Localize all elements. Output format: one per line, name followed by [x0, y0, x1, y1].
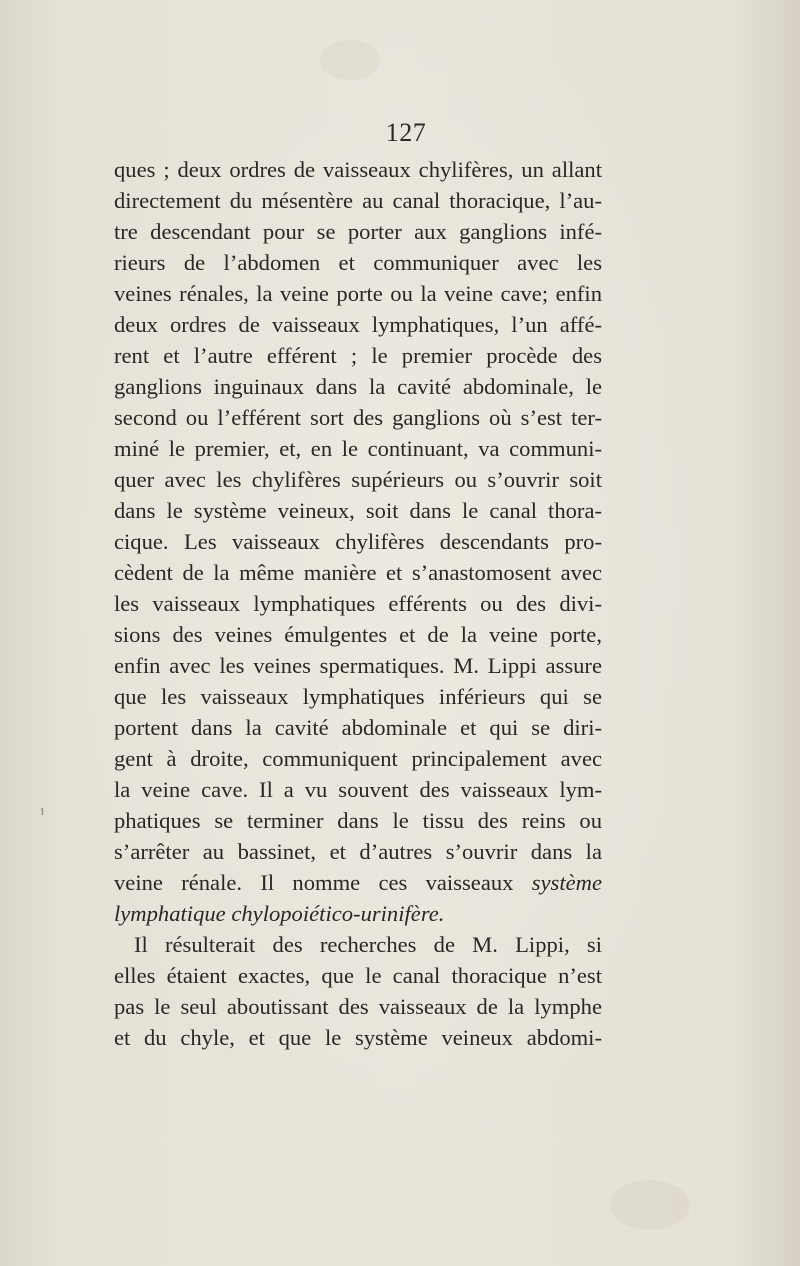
text-line	[114, 402, 602, 433]
text-line	[114, 185, 602, 216]
text-line-content: directement du mésentère au canal thoracique, l’au-	[114, 188, 602, 213]
text-line-content: cèdent de la même manière et s’anastomosent avec	[114, 560, 602, 585]
text-line-content: gent à droite, communiquent principalement avec	[114, 746, 602, 771]
text-line-content: et du chyle, et que le système veineux abdomi-	[114, 1025, 602, 1050]
text-line	[114, 743, 602, 774]
text-line-content: veine rénale. Il nomme ces vaisseaux	[114, 870, 514, 895]
text-line	[114, 495, 602, 526]
text-line	[114, 619, 602, 650]
text-line-content: que les vaisseaux lymphatiques inférieurs qui se	[114, 684, 602, 709]
text-line-content: enfin avec les veines spermatiques. M. Lippi assure	[114, 653, 602, 678]
text-line	[114, 681, 602, 712]
text-line-content: dans le système veineux, soit dans le canal thora-	[114, 498, 602, 523]
text-line	[114, 557, 602, 588]
text-line-content: ganglions inguinaux dans la cavité abdominale, le	[114, 374, 602, 399]
text-line	[114, 154, 602, 185]
text-line-content: ques ; deux ordres de vaisseaux chylifères, un allant	[114, 157, 602, 182]
text-line-content: rieurs de l’abdomen et communiquer avec les	[114, 250, 602, 275]
text-line-content: deux ordres de vaisseaux lymphatiques, l’un affé-	[114, 312, 602, 337]
text-line-content: la veine cave. Il a vu souvent des vaisseaux lym-	[114, 777, 602, 802]
text-line-content: cique. Les vaisseaux chylifères descendants pro-	[114, 529, 602, 554]
italic-term: système	[531, 870, 602, 895]
body-text	[114, 154, 602, 1053]
text-line-content: quer avec les chylifères supérieurs ou s’ouvrir soit	[114, 467, 602, 492]
text-line	[114, 712, 602, 743]
text-line	[114, 991, 602, 1022]
text-line	[114, 526, 602, 557]
text-line-content: les vaisseaux lymphatiques efférents ou des divi-	[114, 591, 602, 616]
text-line-content: pas le seul aboutissant des vaisseaux de la lymphe	[114, 994, 602, 1019]
text-line	[114, 867, 602, 898]
text-line	[114, 464, 602, 495]
text-line-content: elles étaient exactes, que le canal thoracique n’est	[114, 963, 602, 988]
text-line	[114, 960, 602, 991]
text-line-content: second ou l’efférent sort des ganglions où s’est ter-	[114, 405, 602, 430]
text-line	[114, 650, 602, 681]
text-line-content: phatiques se terminer dans le tissu des reins ou	[114, 808, 602, 833]
text-line	[114, 247, 602, 278]
text-line	[114, 216, 602, 247]
text-line	[114, 588, 602, 619]
page-number: 127	[385, 118, 427, 147]
text-line	[114, 774, 602, 805]
text-line-content: s’arrêter au bassinet, et d’autres s’ouvrir dans la	[114, 839, 602, 864]
text-line	[114, 433, 602, 464]
text-line-content: sions des veines émulgentes et de la veine porte,	[114, 622, 602, 647]
margin-mark: ¹	[40, 806, 45, 823]
text-line-content: veines rénales, la veine porte ou la veine cave; enfin	[114, 281, 602, 306]
text-line	[114, 929, 602, 960]
text-line	[114, 340, 602, 371]
text-line	[114, 805, 602, 836]
text-line	[114, 836, 602, 867]
text-line-content: miné le premier, et, en le continuant, va communi-	[114, 436, 602, 461]
paper-stain	[320, 40, 380, 80]
italic-term: lymphatique chylopoiético-urinifère.	[114, 901, 445, 926]
text-line	[114, 371, 602, 402]
text-line	[114, 898, 602, 929]
text-line-content: Il résulterait des recherches de M. Lippi, si	[134, 932, 602, 957]
text-line	[114, 1022, 602, 1053]
paper-stain	[610, 1180, 690, 1230]
text-line	[114, 309, 602, 340]
text-line-content: tre descendant pour se porter aux ganglions infé-	[114, 219, 602, 244]
text-line	[114, 278, 602, 309]
text-line-content: rent et l’autre efférent ; le premier procède des	[114, 343, 602, 368]
text-line-content: portent dans la cavité abdominale et qui se diri-	[114, 715, 602, 740]
